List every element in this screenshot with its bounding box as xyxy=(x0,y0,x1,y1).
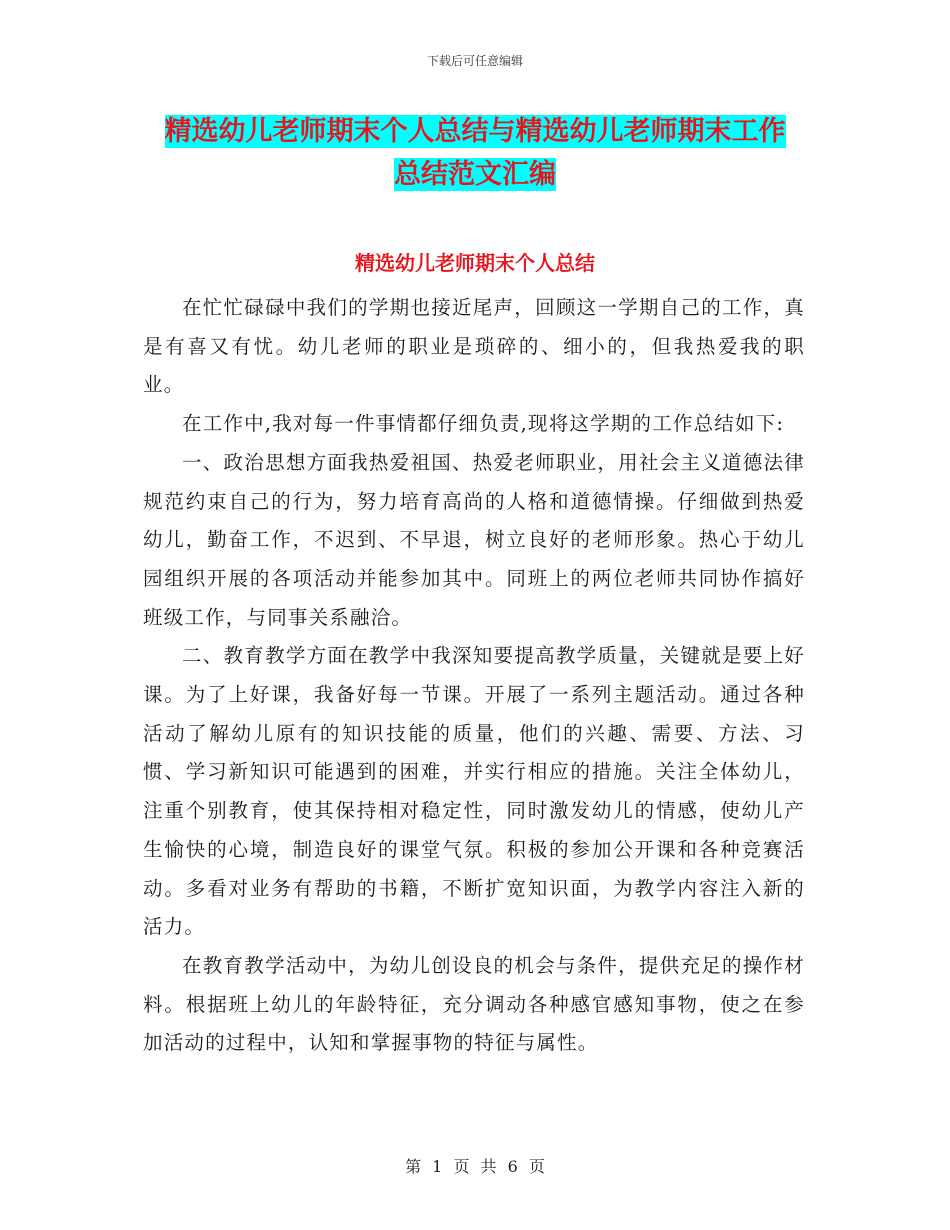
title-line-2: 总结范文汇编 xyxy=(394,159,556,190)
document-title xyxy=(0,110,950,196)
body-text xyxy=(143,289,805,1063)
section-heading: 精选幼儿老师期末个人总结 xyxy=(355,251,595,275)
paragraph: 二、教育教学方面在教学中我深知要提高教学质量，关键就是要上好课。为了上好课，我备好每一节课。开展了一系列主题活动。通过各种活动了解幼儿原有的知识技能的质量，他们的兴趣、需要、方法、习惯、学习新知识可能遇到的困难，并实行相应的措施。关注全体幼儿，注重个别教育，使其保持相对稳定性，同时激发幼儿的情感，使幼儿产生愉快的心境，制造良好的课堂气氛。积极的参加公开课和各种竞赛活动。多看对业务有帮助的书籍，不断扩宽知识面，为教学内容注入新的活力。 xyxy=(143,644,805,939)
paragraph: 在工作中,我对每一件事情都仔细负责,现将这学期的工作总结如下: xyxy=(182,412,785,436)
header-note: 下载后可任意编辑 xyxy=(426,54,523,68)
paragraph: 在教育教学活动中，为幼儿创设良的机会与条件，提供充足的操作材料。根据班上幼儿的年龄特征，充分调动各种感官感知事物，使之在参加活动的过程中，认知和掌握事物的特征与属性。 xyxy=(143,953,805,1055)
title-line-1: 精选幼儿老师期末个人总结与精选幼儿老师期末工作 xyxy=(164,116,786,147)
paragraph: 一、政治思想方面我热爱祖国、热爱老师职业，用社会主义道德法律规范约束自己的行为，努力培育高尚的人格和道德情操。仔细做到热爱幼儿，勤奋工作，不迟到、不早退，树立良好的老师形象。热心于幼儿园组织开展的各项活动并能参加其中。同班上的两位老师共同协作搞好班级工作，与同事关系融洽。 xyxy=(143,450,805,629)
page-number-footer: 第 1 页 共 6 页 xyxy=(405,1157,545,1176)
paragraph: 在忙忙碌碌中我们的学期也接近尾声，回顾这一学期自己的工作，真是有喜又有忧。幼儿老师的职业是琐碎的、细小的，但我热爱我的职业。 xyxy=(143,296,805,397)
